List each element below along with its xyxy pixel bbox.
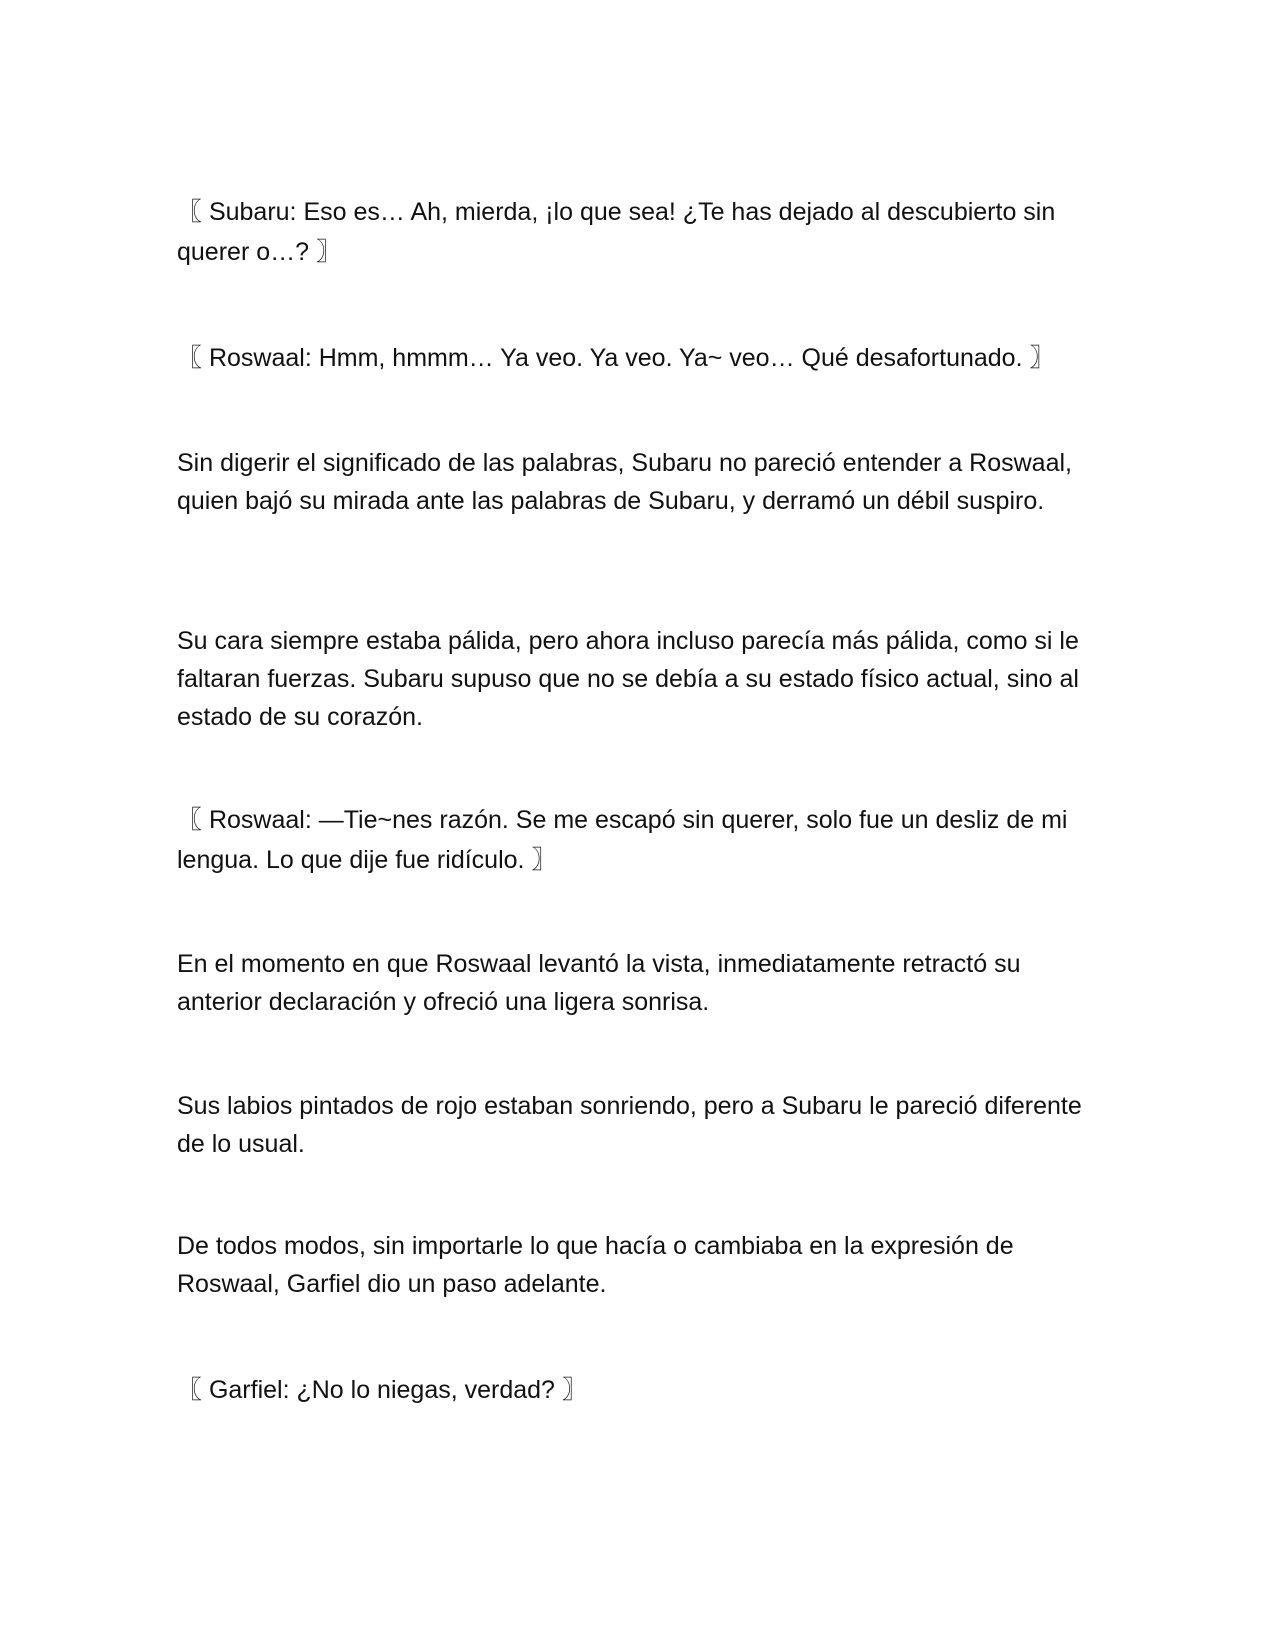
dialogue-garfiel-1: 〖 Garfiel: ¿No lo niegas, verdad? 〗 [177, 1376, 587, 1404]
narration-paragraph-1: Sin digerir el significado de las palabras, Subaru no pareció entender a Roswaal, quien bajó su mirada ante las palabras de Subaru, y derramó un débil suspiro. [177, 449, 1072, 515]
dialogue-roswaal-1: 〖 Roswaal: Hmm, hmmm… Ya veo. Ya veo. Ya~ veo… Qué desafortunado. 〗 [177, 344, 1055, 372]
dialogue-roswaal-2: 〖 Roswaal: —Tie~nes razón. Se me escapó sin querer, solo fue un desliz de mi lengua. Lo que dije fue ridículo. 〗 [177, 806, 1068, 874]
dialogue-subaru-1: 〖 Subaru: Eso es… Ah, mierda, ¡lo que sea! ¿Te has dejado al descubierto sin querer o…? 〗 [177, 198, 1056, 266]
narration-paragraph-2: Su cara siempre estaba pálida, pero ahora incluso parecía más pálida, como si le faltaran fuerzas. Subaru supuso que no se debía a su estado físico actual, sino al estado de su corazón. [177, 627, 1079, 731]
narration-paragraph-3: En el momento en que Roswaal levantó la vista, inmediatamente retractó su anterior declaración y ofreció una ligera sonrisa. [177, 950, 1021, 1016]
narration-paragraph-5: De todos modos, sin importarle lo que hacía o cambiaba en la expresión de Roswaal, Garfiel dio un paso adelante. [177, 1232, 1014, 1298]
narration-paragraph-4: Sus labios pintados de rojo estaban sonriendo, pero a Subaru le pareció diferente de lo usual. [177, 1092, 1082, 1158]
